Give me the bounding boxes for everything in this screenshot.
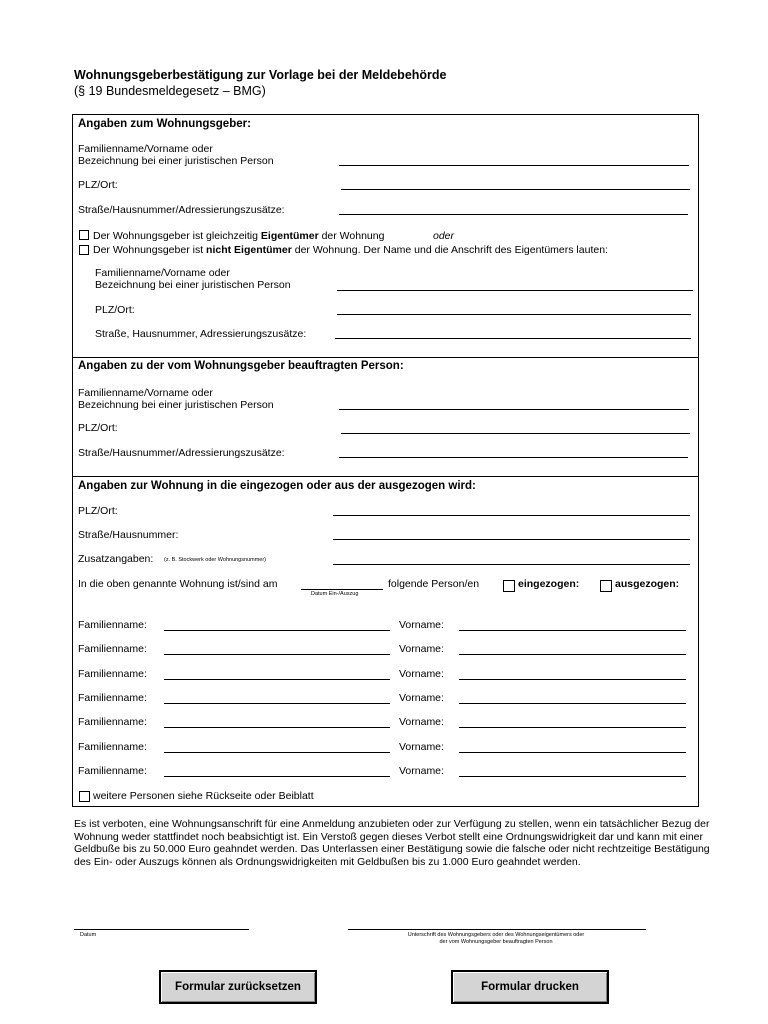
apartment-street-label: Straße/Hausnummer: (78, 529, 179, 541)
apartment-section (72, 476, 699, 807)
person-surname-label: Familienname: (78, 692, 147, 704)
agent-section (72, 357, 699, 477)
owner-yes-checkbox[interactable] (79, 230, 89, 240)
apartment-extra-label: Zusatzangaben: (78, 553, 154, 565)
reset-form-button[interactable]: Formular zurücksetzen (159, 970, 317, 1004)
owner-name-field[interactable] (337, 290, 693, 291)
signature-field[interactable] (348, 929, 646, 930)
owner-plz-label: PLZ/Ort: (95, 304, 135, 316)
agent-plz-field[interactable] (341, 433, 690, 434)
owner-name-label-2: Bezeichnung bei einer juristischen Person (95, 279, 291, 291)
person-surname-label: Familienname: (78, 716, 147, 728)
signature-label-2: der vom Wohnungsgeber beauftragten Person (439, 939, 553, 945)
person-firstname-label: Vorname: (399, 692, 444, 704)
form-subtitle: (§ 19 Bundesmeldegesetz – BMG) (74, 84, 266, 98)
owner-street-field[interactable] (335, 338, 691, 339)
landlord-name-label-1: Familienname/Vorname oder (78, 143, 213, 155)
landlord-name-label-2: Bezeichnung bei einer juristischen Person (78, 155, 274, 167)
person-surname-label: Familienname: (78, 741, 147, 753)
person-surname-label: Familienname: (78, 643, 147, 655)
landlord-street-label: Straße/Hausnummer/Adressierungszusätze: (78, 204, 285, 216)
more-persons-checkbox[interactable] (79, 791, 90, 802)
moved-in-checkbox[interactable] (503, 580, 515, 592)
agent-street-label: Straße/Hausnummer/Adressierungszusätze: (78, 447, 285, 459)
move-date-pre-text: In die oben genannte Wohnung ist/sind am (78, 578, 278, 590)
moved-in-label: eingezogen: (518, 578, 580, 590)
form-title: Wohnungsgeberbestätigung zur Vorlage bei der Meldebehörde (74, 68, 447, 82)
date-signature-field[interactable] (74, 929, 249, 930)
person-firstname-label: Vorname: (399, 765, 444, 777)
person-firstname-field[interactable] (459, 752, 686, 753)
agent-name-field[interactable] (339, 409, 689, 410)
owner-no-checkbox[interactable] (79, 245, 89, 255)
person-firstname-field[interactable] (459, 679, 686, 680)
person-firstname-field[interactable] (459, 654, 686, 655)
person-surname-field[interactable] (164, 654, 390, 655)
owner-no-text: Der Wohnungsgeber ist nicht Eigentümer der Wohnung. Der Name und die Anschrift des Eigentümers lauten: (93, 244, 608, 256)
signature-label-1: Unterschrift des Wohnungsgebers oder des Wohnungseigentümers oder (407, 932, 585, 938)
apartment-street-field[interactable] (333, 539, 690, 540)
person-firstname-field[interactable] (459, 630, 686, 631)
owner-yes-text: Der Wohnungsgeber ist gleichzeitig Eigentümer der Wohnung (93, 230, 385, 242)
person-surname-field[interactable] (164, 630, 390, 631)
print-form-button[interactable]: Formular drucken (451, 970, 609, 1004)
landlord-plz-field[interactable] (341, 189, 690, 190)
agent-street-field[interactable] (339, 457, 688, 458)
landlord-plz-label: PLZ/Ort: (78, 179, 118, 191)
person-surname-field[interactable] (164, 703, 390, 704)
date-label: Datum (80, 932, 97, 938)
owner-or-text: oder (433, 230, 455, 242)
landlord-section (72, 114, 699, 358)
owner-name-label-1: Familienname/Vorname oder (95, 267, 230, 279)
person-surname-field[interactable] (164, 679, 390, 680)
owner-plz-field[interactable] (337, 314, 691, 315)
apartment-extra-field[interactable] (333, 564, 690, 565)
person-firstname-field[interactable] (459, 776, 686, 777)
more-persons-label: weitere Personen siehe Rückseite oder Beiblatt (93, 790, 314, 802)
person-firstname-field[interactable] (459, 703, 686, 704)
landlord-heading: Angaben zum Wohnungsgeber: (78, 118, 251, 130)
person-firstname-field[interactable] (459, 727, 686, 728)
landlord-name-field[interactable] (339, 165, 689, 166)
moved-out-label: ausgezogen: (615, 578, 680, 590)
move-persons-text: folgende Person/en (388, 578, 480, 590)
apartment-plz-field[interactable] (333, 515, 690, 516)
agent-name-label-1: Familienname/Vorname oder (78, 387, 213, 399)
move-date-hint: Datum Ein-/Auszug (311, 591, 359, 597)
person-surname-field[interactable] (164, 752, 390, 753)
person-surname-label: Familienname: (78, 765, 147, 777)
apartment-plz-label: PLZ/Ort: (78, 505, 118, 517)
person-firstname-label: Vorname: (399, 619, 444, 631)
person-firstname-label: Vorname: (399, 716, 444, 728)
moved-out-checkbox[interactable] (600, 580, 612, 592)
landlord-street-field[interactable] (339, 214, 688, 215)
person-surname-field[interactable] (164, 776, 390, 777)
agent-name-label-2: Bezeichnung bei einer juristischen Person (78, 399, 274, 411)
agent-plz-label: PLZ/Ort: (78, 422, 118, 434)
apartment-extra-hint: (z. B. Stockwerk oder Wohnungsnummer) (164, 557, 266, 563)
legal-notice: Es ist verboten, eine Wohnungsanschrift für eine Anmeldung anzubieten oder zur Verfügung zu stellen, wenn ein tatsächlicher Bezug der Wohnung weder stattfindet noch beabsichtigt ist. Ein Verstoß gegen dieses Verbot stellt eine Ordnungswidrigkeit dar und kann mit einer Geldbuße bis zu 50.000 Euro geahndet werden. Das Unterlassen einer Bestätigung sowie die falsche oder nicht rechtzeitige Bestätigung des Ein- oder Auszugs können als Ordnungswidrigkeiten mit Geldbußen bis zu 1.000 Euro geahndet werden. (74, 818, 710, 868)
person-firstname-label: Vorname: (399, 741, 444, 753)
person-surname-field[interactable] (164, 727, 390, 728)
person-firstname-label: Vorname: (399, 643, 444, 655)
owner-street-label: Straße, Hausnummer, Adressierungszusätze: (95, 328, 307, 340)
apartment-heading: Angaben zur Wohnung in die eingezogen oder aus der ausgezogen wird: (78, 480, 476, 492)
agent-heading: Angaben zu der vom Wohnungsgeber beauftragten Person: (78, 360, 404, 372)
person-surname-label: Familienname: (78, 619, 147, 631)
move-date-field[interactable] (301, 589, 383, 590)
person-firstname-label: Vorname: (399, 668, 444, 680)
person-surname-label: Familienname: (78, 668, 147, 680)
